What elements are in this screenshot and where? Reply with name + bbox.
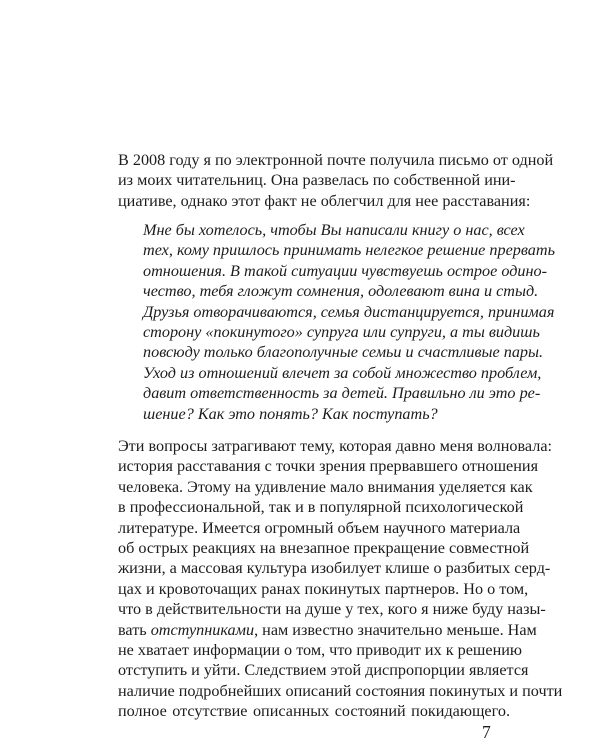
emphasized-term: отступниками <box>150 620 255 639</box>
text-line: циативе, однако этот факт не облегчил для нее расставания: <box>118 191 531 210</box>
text-span: наличие подробнейших описаний состояния покинутых и почти <box>118 681 563 700</box>
quote-line: повсюду только благополучные семьи и счастливые пары. <box>143 343 544 362</box>
quote-line: чество, тебя гложут сомнения, одолевают вина и стыд. <box>143 282 539 301</box>
text-line <box>118 660 529 680</box>
page-number: 7 <box>482 722 491 742</box>
text-line: цах и кровоточащих ранах покинутых партнеров. Но о том, <box>118 579 529 598</box>
text-line: из моих читательниц. Она развелась по собственной ини- <box>118 171 516 190</box>
quote-line: тех, кому пришлось принимать нелегкое решение прервать <box>143 241 555 260</box>
quote-line: Друзья отворачиваются, семья дистанцируется, принимая <box>143 302 555 321</box>
text-line: В 2008 году я по электронной почте получила письмо от одной <box>118 151 554 169</box>
text-line: человека. Этому на удивление мало внимания уделяется как <box>118 477 533 496</box>
text-line <box>118 620 537 640</box>
text-line: Эти вопросы затрагивают тему, которая давно меня волновала: <box>118 437 553 455</box>
text-span: , нам известно значительно меньше. Нам <box>254 620 537 639</box>
text-line: жизни, а массовая культура изобилует клише о разбитых серд- <box>118 559 551 578</box>
text-line: литературе. Имеется огромный объем научного материала <box>118 518 521 537</box>
quote-line: давит ответственность за детей. Правильно ли это ре- <box>143 384 541 403</box>
text-span: полное отсутствие описанных состояний покидающего. <box>118 702 510 721</box>
quote-line: отношения. В такой ситуации чувствуешь острое одино- <box>143 261 548 280</box>
text-line: об острых реакциях на внезапное прекращение совместной <box>118 539 530 557</box>
text-line: в профессиональной, так и в популярной психологической <box>118 498 524 517</box>
text-line <box>118 681 563 701</box>
quote-line: сторону «покинутого» супруга или супруги, а ты видишь <box>143 323 540 341</box>
quote-line: Уход из отношений влечет за собой множество проблем, <box>143 363 542 382</box>
text-line: история расставания с точки зрения прервавшего отношения <box>118 457 539 476</box>
text-span: отступить и уйти. Следствием этой диспропорции является <box>118 661 529 680</box>
quote-line: шение? Как это понять? Как поступать? <box>143 404 438 423</box>
quote-line: Мне бы хотелось, чтобы Вы написали книгу о нас, всех <box>143 221 525 239</box>
text-line: что в действительности на душе у тех, кого я ниже буду назы- <box>118 600 546 619</box>
text-span: не хватает информации о том, что приводит их к решению <box>118 641 522 659</box>
text-line <box>118 640 522 660</box>
text-line <box>118 701 510 721</box>
text-span: вать <box>118 620 147 639</box>
